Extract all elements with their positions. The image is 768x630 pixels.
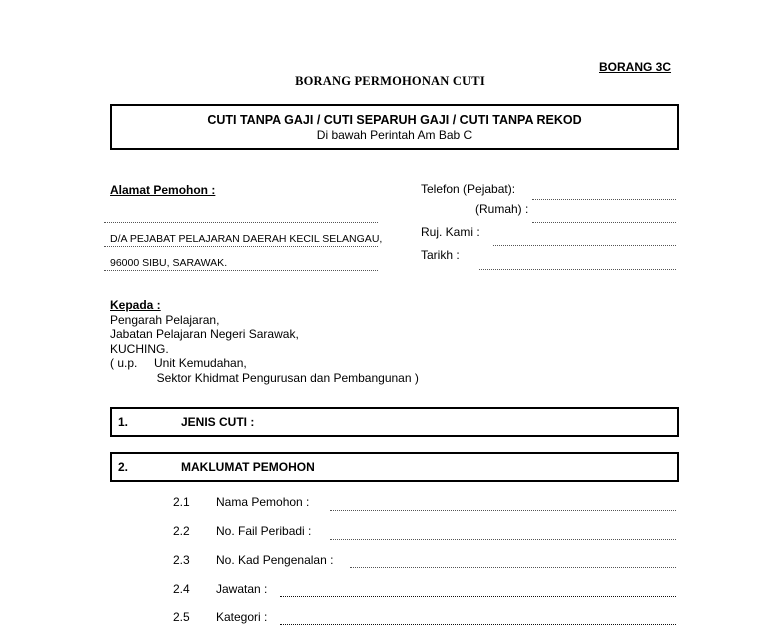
recipient-label: Kepada : xyxy=(110,298,161,312)
section-title: MAKLUMAT PEMOHON xyxy=(181,460,315,474)
recipient-line: Sektor Khidmat Pengurusan dan Pembangunan ) xyxy=(110,370,419,385)
phone-office-label: Telefon (Pejabat): xyxy=(421,182,516,196)
header-title: CUTI TANPA GAJI / CUTI SEPARUH GAJI / CUTI TANPA REKOD xyxy=(207,113,582,127)
reference-field[interactable] xyxy=(493,245,676,246)
recipient-block xyxy=(110,298,419,385)
reference-label: Ruj. Kami : xyxy=(421,225,480,239)
header-subtitle: Di bawah Perintah Am Bab C xyxy=(316,128,473,142)
phone-office-field[interactable] xyxy=(532,199,676,200)
recipient-line: ( u.p. Unit Kemudahan, xyxy=(110,356,247,370)
phone-home-label: (Rumah) : xyxy=(475,202,529,216)
field-number: 2.4 xyxy=(173,582,190,596)
field-number: 2.2 xyxy=(173,524,190,538)
section-number: 1. xyxy=(118,415,129,429)
category-field[interactable] xyxy=(280,624,676,625)
address-line-1: D/A PEJABAT PELAJARAN DAERAH KECIL SELANGAU, xyxy=(110,233,383,245)
form-title: BORANG PERMOHONAN CUTI xyxy=(295,74,485,88)
personal-file-no-label: No. Fail Peribadi : xyxy=(216,524,312,538)
position-field[interactable] xyxy=(280,596,676,597)
address-line-blank[interactable] xyxy=(104,222,378,223)
applicant-name-field[interactable] xyxy=(330,510,676,511)
date-label: Tarikh : xyxy=(421,248,460,262)
recipient-line: KUCHING. xyxy=(110,341,169,356)
phone-home-field[interactable] xyxy=(532,222,676,223)
address-label: Alamat Pemohon : xyxy=(110,183,216,197)
applicant-name-label: Nama Pemohon : xyxy=(216,495,310,509)
field-number: 2.1 xyxy=(173,495,190,509)
recipient-line: Jabatan Pelajaran Negeri Sarawak, xyxy=(110,327,299,341)
leave-type-header-box xyxy=(110,104,679,150)
section-title: JENIS CUTI : xyxy=(181,415,255,429)
date-field[interactable] xyxy=(479,269,676,270)
category-label: Kategori : xyxy=(216,610,268,624)
personal-file-no-field[interactable] xyxy=(330,539,676,540)
ic-number-label: No. Kad Pengenalan : xyxy=(216,553,334,567)
address-line-2: 96000 SIBU, SARAWAK. xyxy=(110,257,228,269)
ic-number-field[interactable] xyxy=(350,567,676,568)
address-line-2-underline xyxy=(104,270,378,271)
address-line-1-underline xyxy=(104,246,378,247)
section-number: 2. xyxy=(118,460,129,474)
position-label: Jawatan : xyxy=(216,582,268,596)
recipient-line: Pengarah Pelajaran, xyxy=(110,312,220,327)
section-leave-type xyxy=(110,407,679,437)
section-applicant-info xyxy=(110,452,679,482)
field-number: 2.3 xyxy=(173,553,190,567)
field-number: 2.5 xyxy=(173,610,190,624)
form-code: BORANG 3C xyxy=(599,60,672,74)
